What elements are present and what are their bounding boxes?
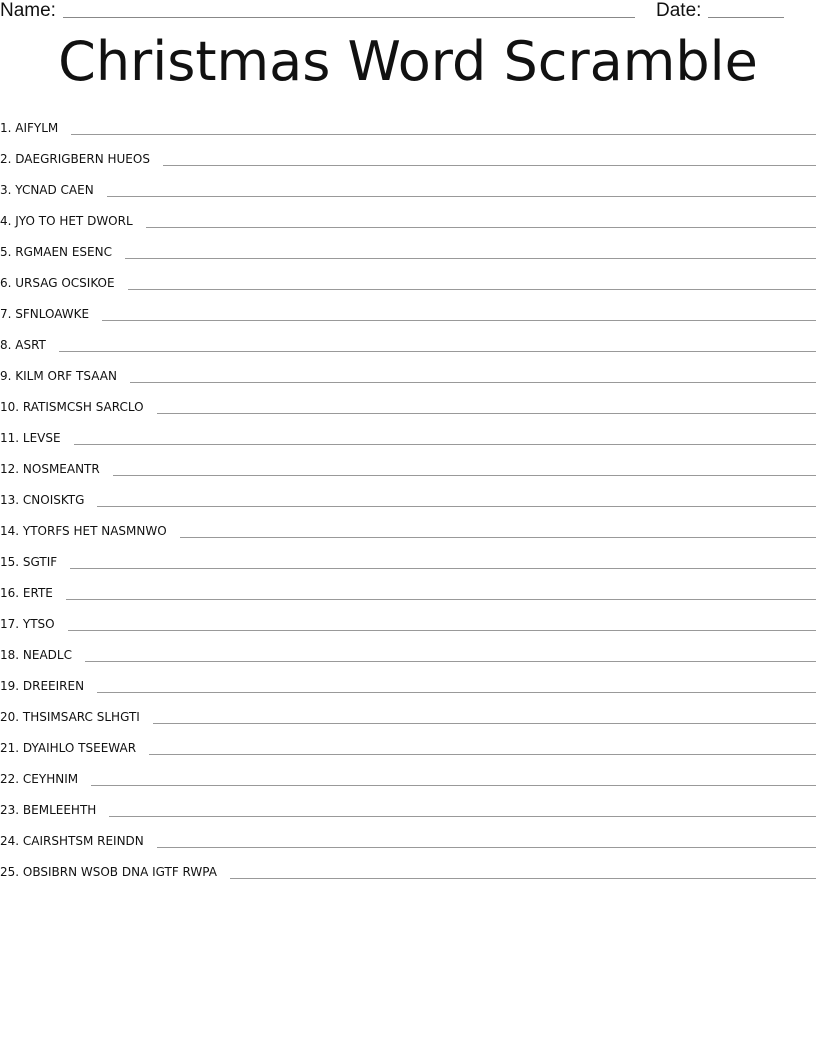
answer-line[interactable] <box>59 351 816 352</box>
answer-line[interactable] <box>85 661 816 662</box>
answer-line[interactable] <box>70 568 816 569</box>
scrambled-word: 14. YTORFS HET NASMNWO <box>0 524 167 538</box>
scrambled-word: 18. NEADLC <box>0 648 72 662</box>
scramble-item <box>0 478 816 509</box>
answer-line[interactable] <box>153 723 816 724</box>
scrambled-word: 4. JYO TO HET DWORL <box>0 214 133 228</box>
answer-line[interactable] <box>130 382 816 383</box>
date-field-line[interactable] <box>708 17 784 18</box>
answer-line[interactable] <box>157 847 816 848</box>
answer-line[interactable] <box>66 599 816 600</box>
scramble-item <box>0 633 816 664</box>
scramble-item <box>0 788 816 819</box>
page-title: Christmas Word Scramble <box>58 30 758 93</box>
scramble-item <box>0 354 816 385</box>
scramble-item <box>0 199 816 230</box>
scramble-item <box>0 602 816 633</box>
answer-line[interactable] <box>113 475 816 476</box>
scrambled-word: 1. AIFYLM <box>0 121 59 135</box>
scrambled-word: 22. CEYHNIM <box>0 772 79 786</box>
worksheet-header <box>0 0 816 24</box>
scramble-item <box>0 664 816 695</box>
scramble-item <box>0 509 816 540</box>
scramble-item <box>0 385 816 416</box>
answer-line[interactable] <box>107 196 816 197</box>
scramble-item <box>0 106 816 137</box>
answer-line[interactable] <box>125 258 816 259</box>
answer-line[interactable] <box>68 630 816 631</box>
scrambled-word: 15. SGTIF <box>0 555 58 569</box>
scrambled-word: 19. DREEIREN <box>0 679 85 693</box>
scrambled-word: 5. RGMAEN ESENC <box>0 245 112 259</box>
answer-line[interactable] <box>180 537 816 538</box>
answer-line[interactable] <box>97 506 816 507</box>
scrambled-word: 23. BEMLEEHTH <box>0 803 97 817</box>
scramble-item <box>0 261 816 292</box>
scramble-item <box>0 695 816 726</box>
scramble-item <box>0 416 816 447</box>
date-label: Date: <box>656 0 702 21</box>
scrambled-word: 12. NOSMEANTR <box>0 462 100 476</box>
scrambled-word: 17. YTSO <box>0 617 55 631</box>
scrambled-word: 2. DAEGRIGBERN HUEOS <box>0 152 150 166</box>
scrambled-word: 9. KILM ORF TSAAN <box>0 369 117 383</box>
scramble-item <box>0 292 816 323</box>
scrambled-word: 10. RATISMCSH SARCLO <box>0 400 144 414</box>
scrambled-word: 21. DYAIHLO TSEEWAR <box>0 741 137 755</box>
answer-line[interactable] <box>102 320 816 321</box>
scramble-item <box>0 447 816 478</box>
scrambled-word: 25. OBSIBRN WSOB DNA IGTF RWPA <box>0 865 217 879</box>
scramble-item <box>0 230 816 261</box>
scrambled-word: 8. ASRT <box>0 338 46 352</box>
answer-line[interactable] <box>109 816 816 817</box>
answer-line[interactable] <box>149 754 816 755</box>
scramble-item <box>0 540 816 571</box>
answer-line[interactable] <box>71 134 816 135</box>
answer-line[interactable] <box>91 785 816 786</box>
scramble-list <box>0 106 816 881</box>
answer-line[interactable] <box>146 227 816 228</box>
name-label: Name: <box>0 0 56 21</box>
scramble-item <box>0 850 816 881</box>
scrambled-word: 16. ERTE <box>0 586 53 600</box>
scramble-item <box>0 323 816 354</box>
answer-line[interactable] <box>97 692 816 693</box>
answer-line[interactable] <box>157 413 816 414</box>
answer-line[interactable] <box>128 289 816 290</box>
scramble-item <box>0 168 816 199</box>
scrambled-word: 20. THSIMSARC SLHGTI <box>0 710 140 724</box>
name-field-line[interactable] <box>63 17 635 18</box>
answer-line[interactable] <box>230 878 816 879</box>
scramble-item <box>0 819 816 850</box>
scrambled-word: 7. SFNLOAWKE <box>0 307 90 321</box>
scramble-item <box>0 757 816 788</box>
scramble-item <box>0 137 816 168</box>
scramble-item <box>0 571 816 602</box>
scrambled-word: 24. CAIRSHTSM REINDN <box>0 834 144 848</box>
scrambled-word: 11. LEVSE <box>0 431 61 445</box>
scrambled-word: 3. YCNAD CAEN <box>0 183 94 197</box>
answer-line[interactable] <box>163 165 816 166</box>
scrambled-word: 6. URSAG OCSIKOE <box>0 276 115 290</box>
scramble-item <box>0 726 816 757</box>
scrambled-word: 13. CNOISKTG <box>0 493 85 507</box>
answer-line[interactable] <box>74 444 816 445</box>
